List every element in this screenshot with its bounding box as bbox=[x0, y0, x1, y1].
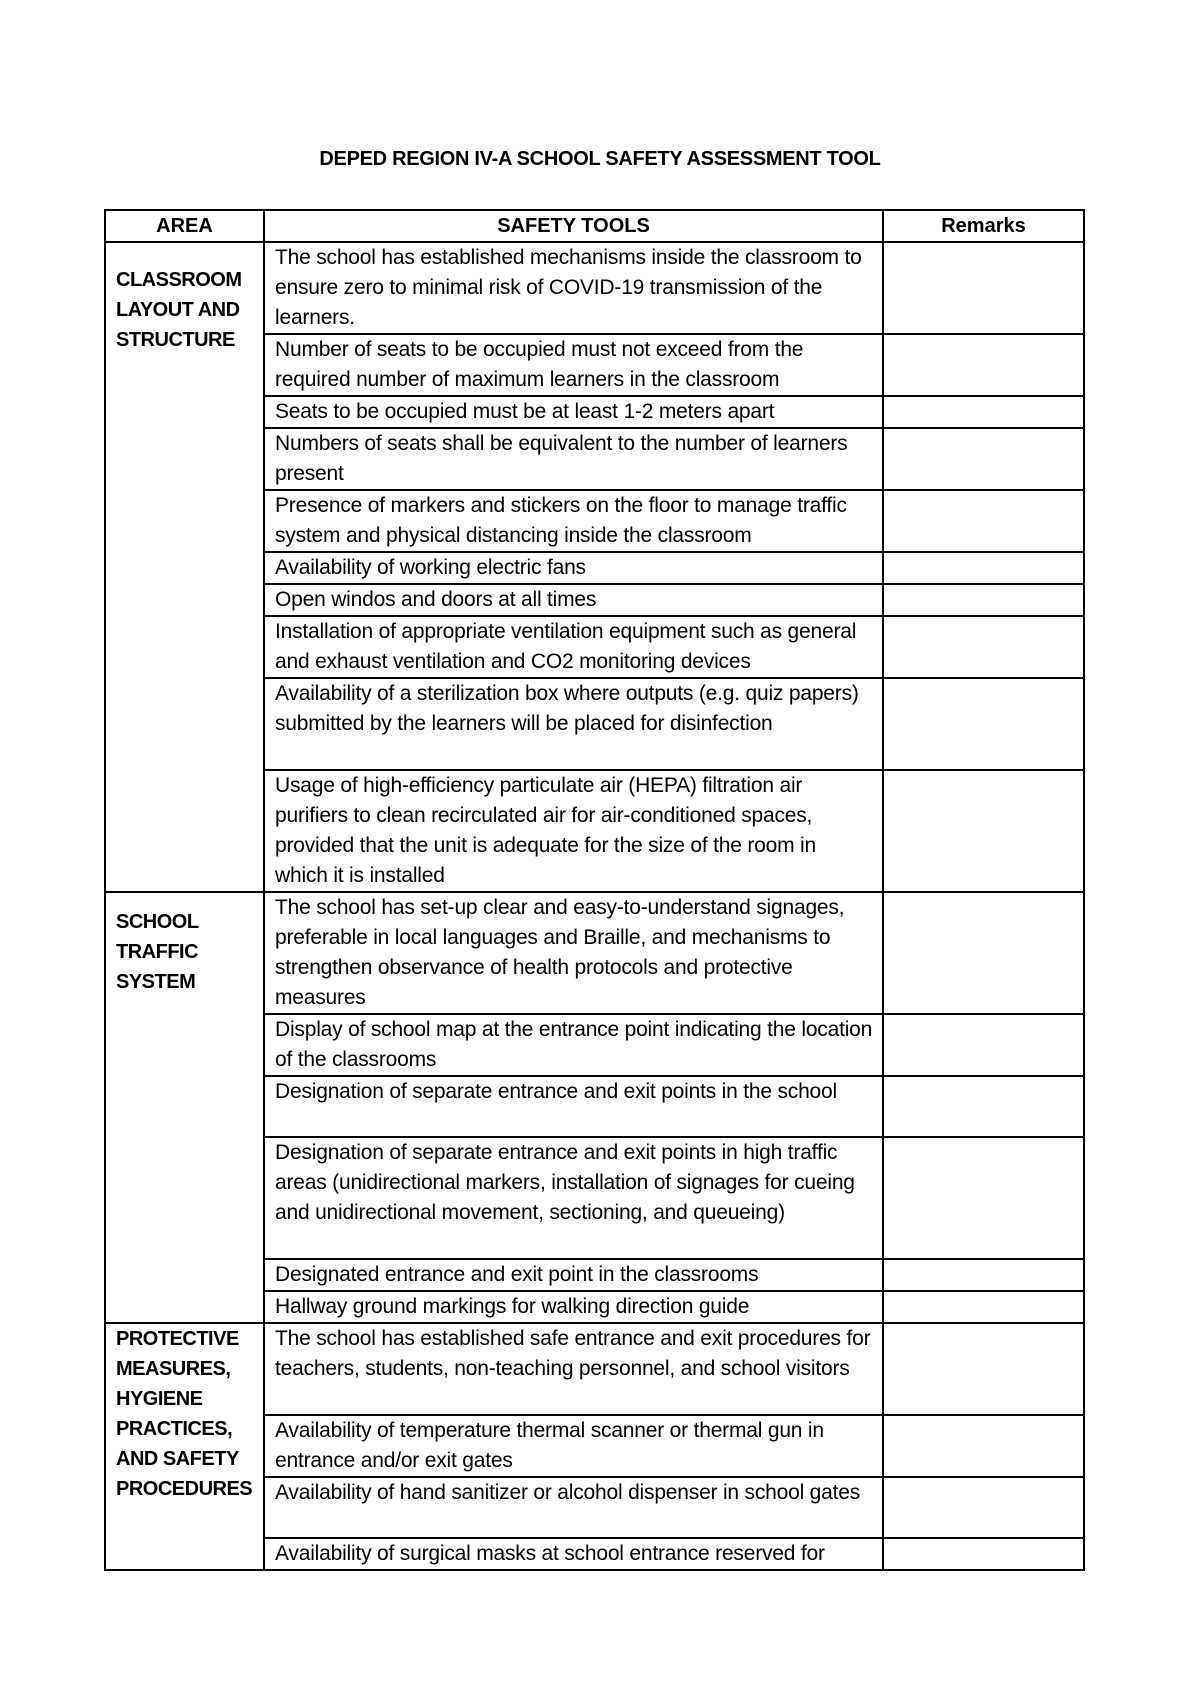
remarks-field[interactable] bbox=[883, 678, 1084, 770]
remarks-field[interactable] bbox=[883, 1323, 1084, 1415]
safety-tool-item: Display of school map at the entrance point indicating the location of the classrooms bbox=[264, 1014, 883, 1076]
safety-tool-item: The school has set-up clear and easy-to-understand signages, preferable in local languages and Braille, and mechanisms to strengthen observance of health protocols and protective measures bbox=[264, 892, 883, 1014]
safety-tool-item: Usage of high-efficiency particulate air (HEPA) filtration air purifiers to clean recirculated air for air-conditioned spaces, provided that the unit is adequate for the size of the room in which it is installed bbox=[264, 770, 883, 892]
remarks-field[interactable] bbox=[883, 552, 1084, 584]
safety-tool-item: Availability of temperature thermal scanner or thermal gun in entrance and/or exit gates bbox=[264, 1415, 883, 1477]
safety-tool-item: Number of seats to be occupied must not exceed from the required number of maximum learners in the classroom bbox=[264, 334, 883, 396]
remarks-column-header: Remarks bbox=[883, 210, 1084, 242]
remarks-field[interactable] bbox=[883, 1259, 1084, 1291]
remarks-field[interactable] bbox=[883, 1291, 1084, 1323]
remarks-field[interactable] bbox=[883, 770, 1084, 892]
remarks-field[interactable] bbox=[883, 1014, 1084, 1076]
area-school-traffic-system: SCHOOL TRAFFIC SYSTEM bbox=[105, 892, 264, 1323]
remarks-field[interactable] bbox=[883, 1415, 1084, 1477]
remarks-field[interactable] bbox=[883, 1538, 1084, 1570]
safety-tool-item: Availability of a sterilization box where outputs (e.g. quiz papers) submitted by the learners will be placed for disinfection bbox=[264, 678, 883, 770]
remarks-field[interactable] bbox=[883, 892, 1084, 1014]
table-row bbox=[105, 1323, 1084, 1415]
safety-tool-item: Presence of markers and stickers on the floor to manage traffic system and physical distancing inside the classroom bbox=[264, 490, 883, 552]
safety-tool-item: Numbers of seats shall be equivalent to the number of learners present bbox=[264, 428, 883, 490]
remarks-field[interactable] bbox=[883, 428, 1084, 490]
area-column-header: AREA bbox=[105, 210, 264, 242]
safety-tool-item: Designation of separate entrance and exit points in the school bbox=[264, 1076, 883, 1137]
remarks-field[interactable] bbox=[883, 396, 1084, 428]
document-title: DEPED REGION IV-A SCHOOL SAFETY ASSESSMENT TOOL bbox=[319, 148, 881, 170]
remarks-field[interactable] bbox=[883, 616, 1084, 678]
table-row bbox=[105, 242, 1084, 334]
remarks-field[interactable] bbox=[883, 1076, 1084, 1137]
safety-tool-item: The school has established mechanisms inside the classroom to ensure zero to minimal risk of COVID-19 transmission of the learners. bbox=[264, 242, 883, 334]
remarks-field[interactable] bbox=[883, 242, 1084, 334]
safety-tool-item: Installation of appropriate ventilation equipment such as general and exhaust ventilation and CO2 monitoring devices bbox=[264, 616, 883, 678]
table-row bbox=[105, 892, 1084, 1014]
area-classroom-layout: CLASSROOM LAYOUT AND STRUCTURE bbox=[105, 242, 264, 892]
safety-tool-item: Seats to be occupied must be at least 1-2 meters apart bbox=[264, 396, 883, 428]
safety-tools-column-header: SAFETY TOOLS bbox=[264, 210, 883, 242]
safety-tool-item: Designated entrance and exit point in the classrooms bbox=[264, 1259, 883, 1291]
remarks-field[interactable] bbox=[883, 490, 1084, 552]
safety-tool-item: Availability of working electric fans bbox=[264, 552, 883, 584]
safety-tool-item: The school has established safe entrance and exit procedures for teachers, students, non-teaching personnel, and school visitors bbox=[264, 1323, 883, 1415]
table-header-row bbox=[105, 210, 1084, 242]
safety-assessment-table bbox=[104, 209, 1085, 1571]
remarks-field[interactable] bbox=[883, 1137, 1084, 1259]
safety-tool-item: Availability of surgical masks at school entrance reserved for bbox=[264, 1538, 883, 1570]
remarks-field[interactable] bbox=[883, 584, 1084, 616]
area-protective-measures: PROTECTIVE MEASURES, HYGIENE PRACTICES, AND SAFETY PROCEDURES bbox=[105, 1323, 264, 1570]
safety-tool-item: Designation of separate entrance and exit points in high traffic areas (unidirectional markers, installation of signages for cueing and unidirectional movement, sectioning, and queueing) bbox=[264, 1137, 883, 1259]
remarks-field[interactable] bbox=[883, 1477, 1084, 1538]
remarks-field[interactable] bbox=[883, 334, 1084, 396]
safety-tool-item: Open windos and doors at all times bbox=[264, 584, 883, 616]
safety-tool-item: Hallway ground markings for walking direction guide bbox=[264, 1291, 883, 1323]
safety-tool-item: Availability of hand sanitizer or alcohol dispenser in school gates bbox=[264, 1477, 883, 1538]
